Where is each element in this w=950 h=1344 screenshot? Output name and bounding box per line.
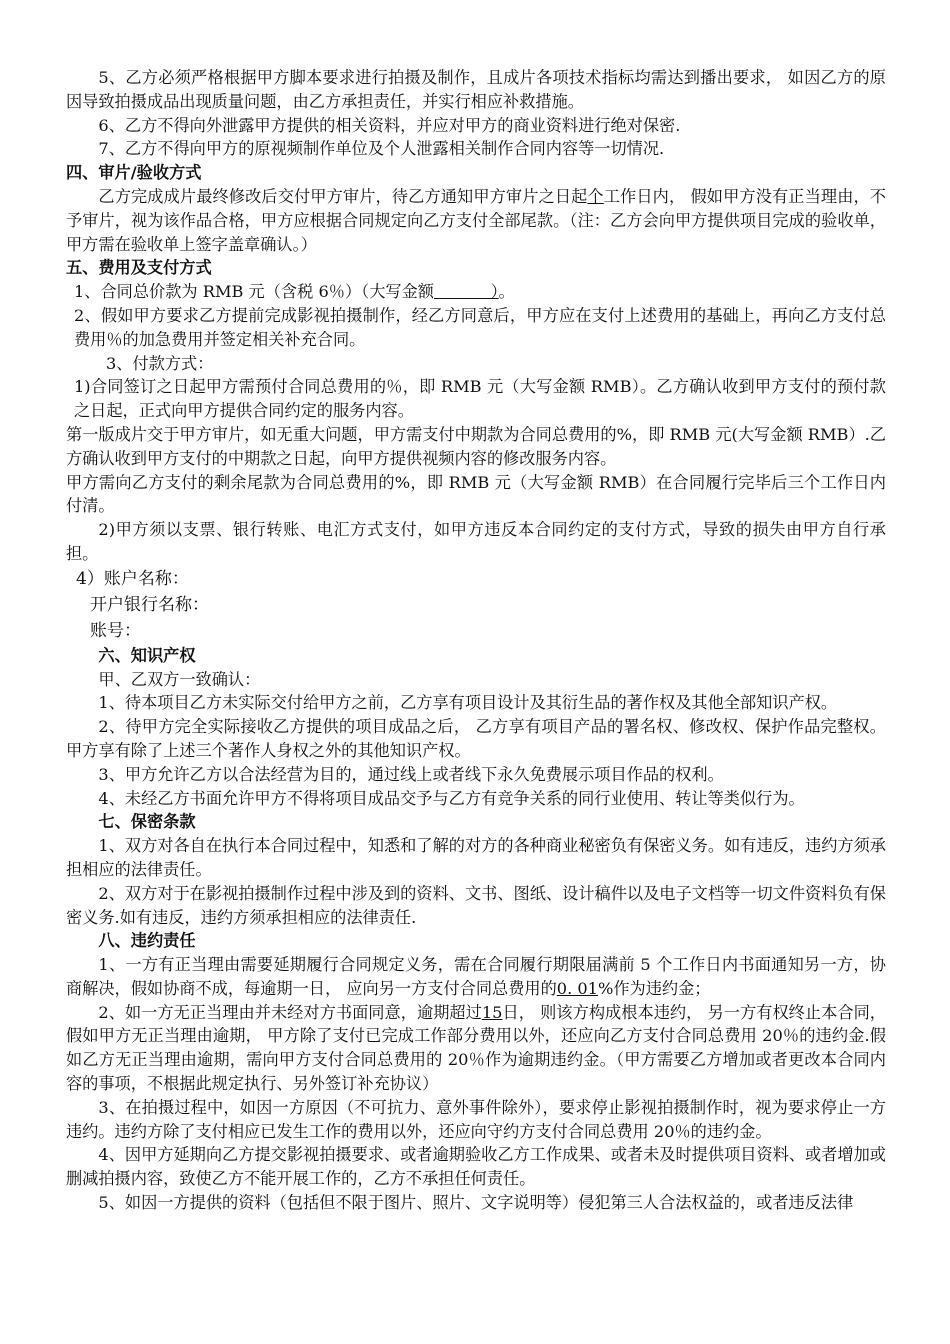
- section-5-heading: 五、费用及支付方式: [66, 258, 212, 278]
- breach-rate: 0. 01: [556, 978, 598, 998]
- bank-name-label: 开户银行名称：: [90, 594, 209, 615]
- fee-amount-blank: ）: [433, 282, 499, 302]
- payment-prepay: 1)合同签订之日起甲方需预付合同总费用的％，即 RMB 元（大写金额 RMB）。乙方确认收到甲方支付的预付款之日起，正式向甲方提供合同约定的服务内容。: [74, 377, 886, 421]
- breach-clause-1: [66, 953, 886, 1001]
- breach-clause-2-a: 2、如一方无正当理由并未经对方书面同意，逾期超过: [98, 1002, 482, 1022]
- payment-method-title: 3、付款方式：: [106, 353, 214, 373]
- breach-clause-5: 5、如因一方提供的资料（包括但不限于图片、照片、文字说明等）侵犯第三人合法权益的，或者违反法律: [98, 1193, 854, 1213]
- payment-midterm: 第一版成片交于甲方审片，如无重大问题，甲方需支付中期款为合同总费用的%，即 RMB 元(大写金额 RMB）.乙方确认收到甲方支付的中期款之日起，向甲方提供视频内容的修改服务内容。: [66, 424, 886, 468]
- confidential-clause-2: 2、双方对于在影视拍摄制作过程中涉及到的资料、文书、图纸、设计稿件以及电子文档等一切文件资料负有保密义务.如有违反，违约方须承担相应的法律责任.: [66, 883, 886, 927]
- contract-page: [66, 66, 886, 1215]
- breach-days: 15: [481, 1002, 503, 1022]
- section-7-heading: 七、保密条款: [98, 812, 196, 832]
- section-4-heading: 四、审片/验收方式: [66, 163, 202, 183]
- payment-channels: 2)甲方须以支票、银行转账、电汇方式支付，如甲方违反本合同约定的支付方式，导致的损失由甲方自行承担。: [66, 520, 886, 563]
- section-4-body: [66, 185, 886, 256]
- section-6-intro: 甲、乙双方一致确认：: [98, 669, 261, 689]
- section-4-body-a: 乙方完成成片最终修改后交付甲方审片，待乙方通知甲方审片之日起: [98, 186, 588, 206]
- breach-clause-3: 3、在拍摄过程中，如因一方原因（不可抗力、意外事件除外），要求停止影视拍摄制作时，视为要求停止一方违约。违约方除了支付相应已发生工作的费用以外，还应向守约方支付合同总费用 20％的违约金。: [66, 1097, 886, 1141]
- breach-clause-1-b: %作为违约金；: [597, 978, 711, 998]
- fee-item-1: [66, 280, 886, 304]
- clause-3-7: 7、乙方不得向甲方的原视频制作单位及个人泄露相关制作合同内容等一切情况.: [98, 139, 665, 159]
- ip-clause-2: 2、待甲方完全实际接收乙方提供的项目成品之后， 乙方享有项目产品的署名权、修改权、保护作品完整权。甲方享有除了上述三个著作人身权之外的其他知识产权。: [66, 717, 886, 760]
- breach-clause-2-b: 日， 则该方构成根本违约， 另一方有权终止本合同，假如甲方无正当理由逾期， 甲方除了支付已完成工作部分费用以外，还应向乙方支付合同总费用 20％的违约金.假如乙方无正当理由逾期，需向甲方支付合同总费用的 20％作为逾期违约金。（甲方需要乙方增加或者更改本合同内容的事项，不根据此规定执行、另外签订补充协议）: [66, 1002, 886, 1094]
- account-number-label: 账号：: [90, 620, 141, 641]
- clause-3-5: 5、乙方必须严格根据甲方脚本要求进行拍摄及制作，且成片各项技术指标均需达到播出要求， 如因乙方的原因导致拍摄成品出现质量问题，由乙方承担责任，并实行相应补救措施。: [66, 68, 886, 111]
- section-8-heading: 八、违约责任: [98, 931, 196, 951]
- confidential-clause-1: 1、双方对各自在执行本合同过程中，知悉和了解的对方的各种商业秘密负有保密义务。如有违反，违约方须承担相应的法律责任。: [66, 836, 886, 879]
- section-6-heading: 六、知识产权: [98, 645, 196, 665]
- clause-3-6: 6、乙方不得向外泄露甲方提供的相关资料，并应对甲方的商业资料进行绝对保密.: [98, 115, 681, 135]
- breach-clause-4: 4、因甲方延期向乙方提交影视拍摄要求、或者逾期验收乙方工作成果、或者未及时提供项目资料、或者增加或删减拍摄内容，致使乙方不能开展工作的，乙方不承担任何责任。: [66, 1145, 886, 1189]
- fee-item-1-text: 1、合同总价款为 RMB 元（含税 6％）（大写金额: [74, 282, 434, 302]
- ip-clause-3: 3、甲方允许乙方以合法经营为目的，通过线上或者线下永久免费展示项目作品的权利。: [98, 764, 724, 784]
- fee-item-2: 2、假如甲方要求乙方提前完成影视拍摄制作，经乙方同意后，甲方应在支付上述费用的基础上，再向乙方支付总费用％的加急费用并签定相关补充合同。: [74, 305, 886, 349]
- breach-clause-1-a: 1、一方有正当理由需要延期履行合同规定义务，需在合同履行期限届满前 5 个工作日内书面通知另一方，协商解决，假如协商不成，每逾期一日， 应向另一方支付合同总费用的: [66, 955, 886, 998]
- fee-item-1-end: 。: [498, 282, 515, 302]
- ip-clause-4: 4、未经乙方书面允许甲方不得将项目成品交予与乙方有竞争关系的同行业使用、转让等类似行为。: [98, 788, 805, 808]
- ip-clause-1: 1、待本项目乙方未实际交付给甲方之前，乙方享有项目设计及其衍生品的著作权及其他全部知识产权。: [98, 693, 838, 713]
- section-4-body-underlined: 个: [587, 186, 604, 206]
- section-4-body-b: 工作日内， 假如甲方没有正当理由，不予审片，视为该作品合格，甲方应根据合同规定向乙方支付全部尾款。（注：乙方会向甲方提供项目完成的验收单，甲方需在验收单上签字盖章确认。）: [66, 186, 886, 254]
- account-name-label: 4）账户名称：: [76, 568, 189, 589]
- breach-clause-2: [66, 1001, 886, 1096]
- payment-final: 甲方需向乙方支付的剩余尾款为合同总费用的%，即 RMB 元（大写金额 RMB）在合同履行完毕后三个工作日内付清。: [66, 472, 886, 516]
